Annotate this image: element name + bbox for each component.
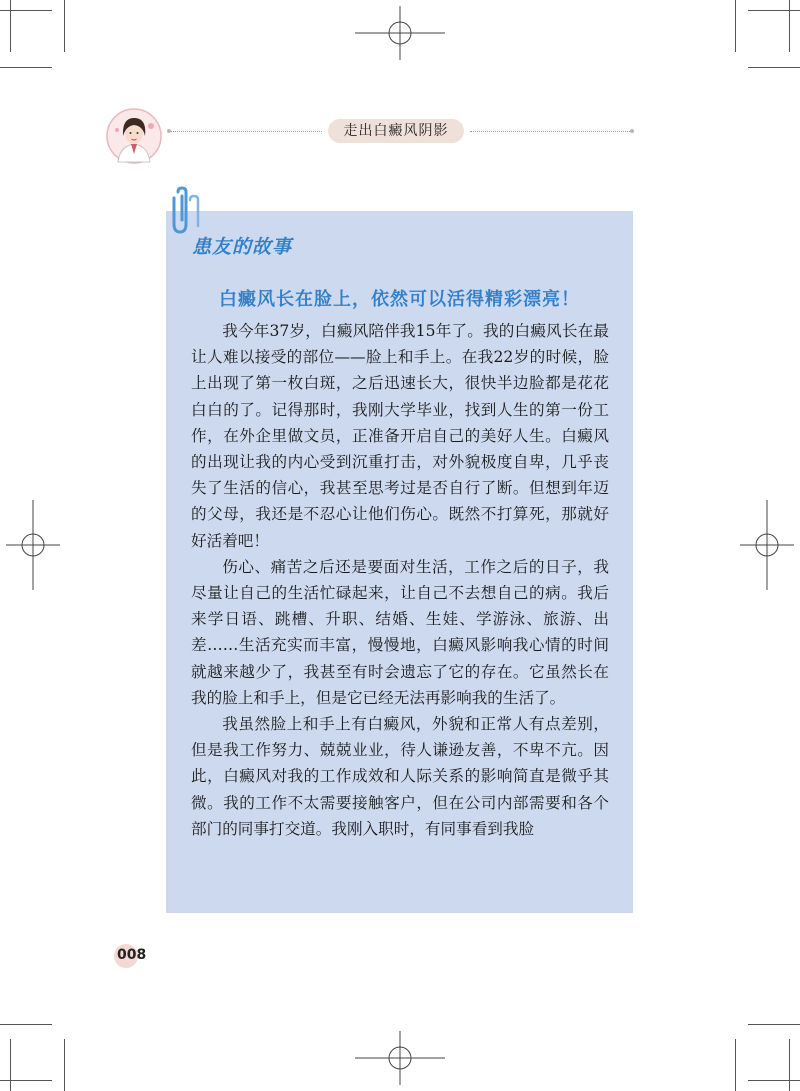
crop-mark [0,10,52,11]
doctor-avatar-icon [106,108,162,164]
body-paragraph: 伤心、痛苦之后还是要面对生活，工作之后的日子，我尽量让自己的生活忙碌起来，让自己不去想自己的病。我后来学日语、跳槽、升职、结婚、生娃、学游泳、旅游、出差……生活充实而丰富，慢慢地，白癜风影响我心情的时间就越来越少了，我甚至有时会遗忘了它的存在。它虽然长在我的脸上和手上，但是它已经无法再影响我的生活了。 [191,557,609,707]
crop-mark [10,1039,11,1091]
crop-mark [0,1080,52,1081]
section-heading: 患友的故事 [192,236,293,258]
header-rule-right [470,131,632,132]
crop-mark [748,1080,800,1081]
story-title: 白癜风长在脸上，依然可以活得精彩漂亮！ [219,289,580,310]
paperclip-icon [168,186,204,236]
crop-mark [789,0,790,52]
registration-mark-right [740,500,794,590]
crop-mark [748,1024,800,1025]
crop-mark [64,0,65,52]
crop-mark [748,10,800,11]
story-body [191,318,609,842]
crop-mark [735,1039,736,1091]
crop-mark [735,0,736,52]
header-rule-dot [630,129,634,133]
page-number: 008 [117,947,147,963]
header-rule-dot [167,129,171,133]
crop-mark [64,1039,65,1091]
crop-mark [748,67,800,68]
header-rule-left [170,131,322,132]
crop-mark [0,67,52,68]
body-paragraph: 我今年37岁，白癜风陪伴我15年了。我的白癜风长在最让人难以接受的部位——脸上和手上。在我22岁的时候，脸上出现了第一枚白斑，之后迅速长大，很快半边脸都是花花白白的了。记得那时，我刚大学毕业，找到人生的第一份工作，在外企里做文员，正准备开启自己的美好人生。白癜风的出现让我的内心受到沉重打击，对外貌极度自卑，几乎丧失了生活的信心，我甚至思考过是否自行了断。但想到年迈的父母，我还是不忍心让他们伤心。既然不打算死，那就好好活着吧！ [191,322,609,550]
registration-mark-top [355,6,445,60]
crop-mark [0,1024,52,1025]
running-header-title: 走出白癜风阴影 [328,119,464,143]
crop-mark [789,1039,790,1091]
registration-mark-left [6,500,60,590]
body-paragraph: 我虽然脸上和手上有白癜风，外貌和正常人有点差别，但是我工作努力、兢兢业业，待人谦逊友善，不卑不亢。因此，白癜风对我的工作成效和人际关系的影响简直是微乎其微。我的工作不太需要接触客户，但在公司内部需要和各个部门的同事打交道。我刚入职时，有同事看到我脸 [191,715,609,838]
registration-mark-bottom [355,1031,445,1085]
crop-mark [10,0,11,52]
